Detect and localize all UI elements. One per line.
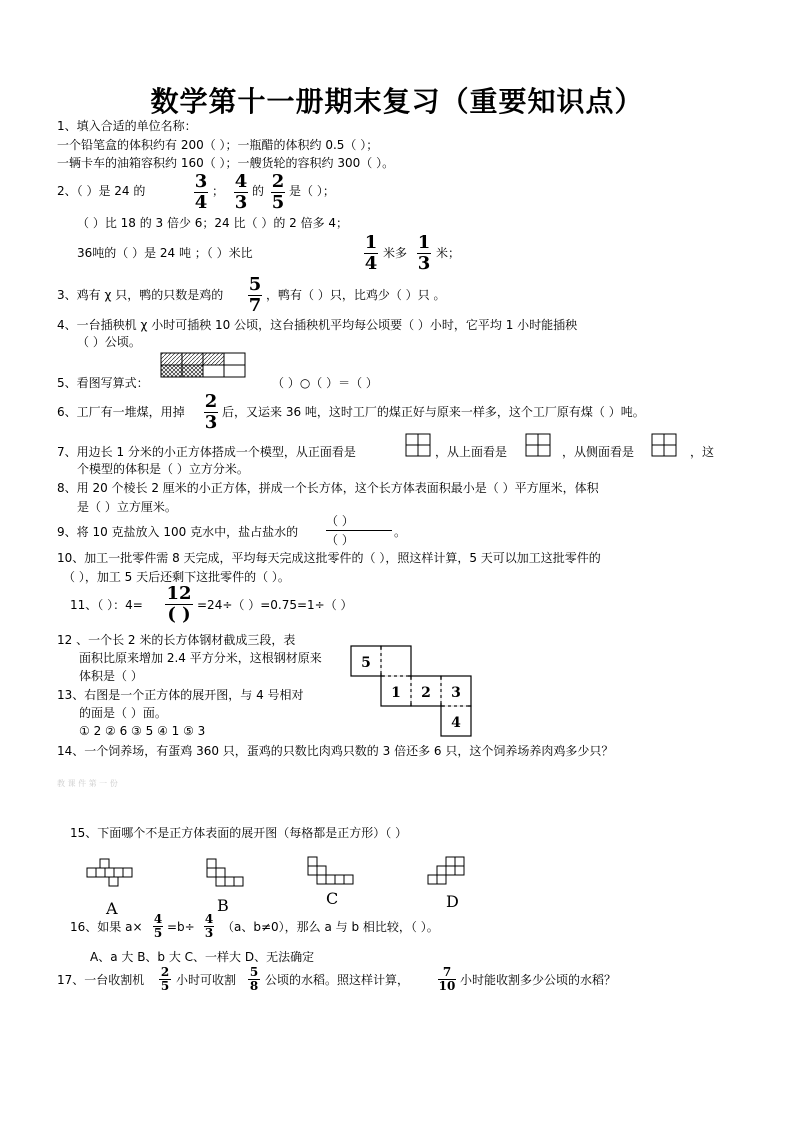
- q13-line1: 13、右图是一个正方体的展开图，与 4 号相对: [57, 688, 304, 702]
- net-option-c: [307, 856, 357, 890]
- q1-line1: 一个铅笔盒的体积约有 200（ ）；一瓶醋的体积约 0.5（ ）；: [57, 138, 379, 152]
- net-option-b: [206, 858, 252, 898]
- option-d-label: D: [446, 892, 459, 911]
- hatched-bar-figure: [160, 352, 246, 378]
- q13-line2: 的面是（ ）面。: [79, 706, 167, 720]
- q9-denominator: （ ）: [326, 533, 354, 547]
- fraction-1-4: 1 4: [364, 232, 378, 274]
- q17-text-d: 小时能收割多少公顷的水稻？: [460, 973, 617, 987]
- q1-line2: 一辆卡车的油箱容积约 160（ ）；一艘货轮的容积约 300（ ）。: [57, 156, 395, 170]
- q9-numerator: （ ）: [326, 514, 354, 528]
- q2-line3-b: 米多: [383, 246, 408, 260]
- net-face-3: 3: [451, 685, 461, 701]
- q17-text-a: 17、一台收割机: [57, 973, 145, 987]
- q7-line2: 个模型的体积是（ ）立方分米。: [77, 462, 249, 476]
- q2-line3-a: 36吨的（ ）是 24 吨 ；（ ）米比: [77, 246, 253, 260]
- fraction-2-5: 2 5: [271, 171, 285, 213]
- top-view-icon: [525, 433, 551, 457]
- q4-line1: 4、一台插秧机 χ 小时可插秧 10 公顷，这台插秧机平均每公顷要（ ）小时，它平均 1 小时能插秧: [57, 318, 578, 332]
- cube-net-figure: [350, 645, 474, 737]
- q10-line2: （ ），加工 5 天后还剩下这批零件的（ ）。: [63, 570, 290, 584]
- q7-text-a: 7、用边长 1 分米的小正方体搭成一个模型，从正面看是: [57, 445, 356, 459]
- fraction-1-3: 1 3: [417, 232, 431, 274]
- q5-label: 5、看图写算式：: [57, 376, 149, 390]
- q2-line3-c: 米；: [436, 246, 461, 260]
- q3-text-a: 3、鸡有 χ 只，鸭的只数是鸡的: [57, 288, 224, 302]
- fraction-3-4: 3 4: [194, 171, 208, 213]
- q10-line1: 10、加工一批零件需 8 天完成，平均每天完成这批零件的（ ），照这样计算，5 天可以加工这批零件的: [57, 551, 601, 565]
- side-view-icon: [651, 433, 677, 457]
- fraction-2-3: 2 3: [204, 391, 218, 433]
- q8-line1: 8、用 20 个棱长 2 厘米的小正方体，拼成一个长方体，这个长方体表面积最小是（ ）平方厘米，体积: [57, 481, 599, 495]
- q12-line2: 面积比原来增加 2.4 平方分米，这根钢材原来: [79, 651, 322, 665]
- q8-line2: 是（ ）立方厘米。: [77, 500, 177, 514]
- net-option-a: [86, 858, 142, 888]
- net-face-2: 2: [421, 685, 431, 701]
- q5-equation: （ ）○（ ）＝（ ）: [272, 376, 378, 390]
- q7-text-b: ，从上面看是: [435, 445, 508, 459]
- q13-options: ① 2 ② 6 ③ 5 ④ 1 ⑤ 3: [79, 724, 206, 738]
- q3-text-b: ，鸭有（ ）只，比鸡少（ ）只 。: [266, 288, 446, 302]
- option-c-label: C: [326, 889, 339, 908]
- q15-text: 15、下面哪个不是正方体表面的展开图（每格都是正方形）（ ）: [70, 826, 408, 840]
- q9-period: 。: [394, 525, 407, 539]
- q17-text-b: 小时可收割: [176, 973, 237, 987]
- q16-text-b: =b÷: [167, 920, 195, 934]
- fraction-4-5: 4 5: [153, 912, 163, 940]
- fraction-7-10: 7 10: [438, 965, 456, 993]
- q16-options: A、a 大 B、b 大 C、一样大 D、无法确定: [90, 950, 315, 964]
- q7-text-c: ，从侧面看是: [562, 445, 635, 459]
- net-face-5: 5: [361, 655, 371, 671]
- fraction-2-5-small: 2 5: [160, 965, 170, 993]
- fraction-4-3-small: 4 3: [204, 912, 214, 940]
- q6-text-a: 6、工厂有一堆煤，用掉: [57, 405, 185, 419]
- q4-line2: （ ）公顷。: [77, 335, 141, 349]
- fraction-5-7: 5 7: [248, 274, 262, 316]
- q2-line2: （ ）比 18 的 3 倍少 6；24 比（ ）的 2 倍多 4；: [77, 216, 349, 230]
- q7-text-d: ，这: [690, 445, 715, 459]
- option-a-label: A: [106, 899, 118, 918]
- faint-watermark-text: 教 课 件 第 一 份: [57, 779, 118, 788]
- q6-text-b: 后，又运来 36 吨，这时工厂的煤正好与原来一样多，这个工厂原有煤（ ）吨。: [222, 405, 645, 419]
- q16-text-c: （a、b≠0），那么 a 与 b 相比较，（ ）。: [222, 920, 439, 934]
- fraction-4-3: 4 3: [234, 171, 248, 213]
- q2-line1-b: ；: [212, 184, 225, 198]
- option-b-label: B: [217, 896, 229, 915]
- q11-text-a: 11、（ ）：4=: [70, 598, 143, 612]
- q14-text: 14、一个饲养场，有蛋鸡 360 只，蛋鸡的只数比肉鸡只数的 3 倍还多 6 只，这个饲养场养肉鸡多少只？: [57, 744, 614, 758]
- fraction-12-blank: 12 ( ): [166, 583, 192, 625]
- q12-line1: 12 、一个长 2 米的长方体钢材截成三段，表: [57, 633, 296, 647]
- q9-fraction-bar: [326, 530, 392, 531]
- q2-line1-c: 的: [252, 184, 265, 198]
- front-view-icon: [405, 433, 431, 457]
- q2-line1-d: 是（ ）；: [289, 184, 335, 198]
- q11-text-b: =24÷（ ）=0.75=1÷（ ）: [197, 598, 353, 612]
- q1-heading: 1、填入合适的单位名称：: [57, 119, 197, 133]
- q16-text-a: 16、如果 a×: [70, 920, 143, 934]
- q2-line1-a: 2、（ ）是 24 的: [57, 184, 146, 198]
- page-title: 数学第十一册期末复习（重要知识点）: [150, 85, 644, 118]
- q12-line3: 体积是（ ）: [79, 669, 143, 683]
- net-face-4: 4: [451, 715, 461, 731]
- net-face-1: 1: [391, 685, 401, 701]
- q9-text: 9、将 10 克盐放入 100 克水中，盐占盐水的: [57, 525, 299, 539]
- net-option-d: [427, 856, 477, 890]
- q17-text-c: 公顷的水稻。照这样计算，: [265, 973, 410, 987]
- fraction-5-8: 5 8: [249, 965, 259, 993]
